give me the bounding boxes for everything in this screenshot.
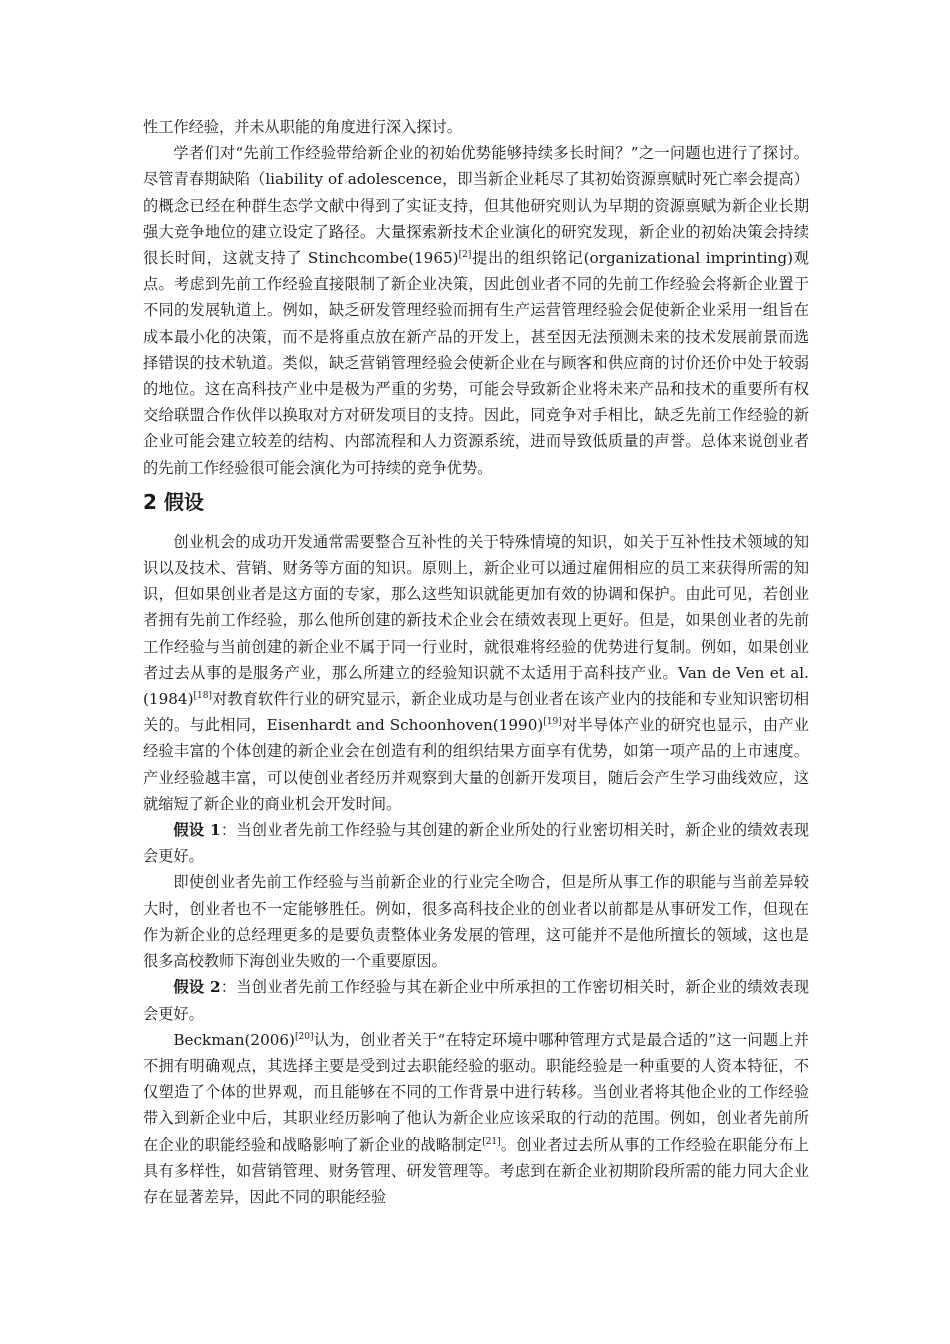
paragraph-text: Beckman(2006) (173, 1030, 295, 1049)
page-content (143, 114, 809, 1210)
paragraph-text: 创业机会的成功开发通常需要整合互补性的关于特殊情境的知识，如关于互补性技术领域的知识以及技术、营销、财务等方面的知识。原则上，新企业可以通过雇佣相应的员工来获得所需的知识，但如果创业者是这方面的专家，那么这些知识就能更加有效的协调和保护。由此可见，若创业者拥有先前工作经验，那么他所创建的新技术企业会在绩效表现上更好。但是，如果创业者的先前工作经验与当前创建的新企业不属于同一行业时，就很难将经验的优势进行复制。例如，如果创业者过去从事的是服务产业，那么所建立的经验知识就不太适用于高科技产业。Van de Ven et al.(1984) (143, 532, 809, 709)
hypothesis-label: 假设 2 (173, 978, 221, 997)
citation-ref: [20] (295, 1031, 314, 1042)
hypothesis-label: 假设 1 (173, 821, 221, 840)
paragraph-text: 即使创业者先前工作经验与当前新企业的行业完全吻合，但是所从事工作的职能与当前差异较大时，创业者也不一定能够胜任。例如，很多高科技企业的创业者以前都是从事研发工作，但现在作为新企业的总经理更多的是要负责整体业务发展的管理，这可能并不是他所擅长的领域，这也是很多高校教师下海创业失败的一个重要原因。 (143, 873, 809, 971)
paragraph-text: 学者们对“先前工作经验带给新企业的初始优势能够持续多长时间？”之一问题也进行了探讨。尽管青春期缺陷（liability of adolescence，即当新企业耗尽了其初始资源禀赋时死亡率会提高）的概念已经在种群生态学文献中得到了实证支持，但其他研究则认为早期的资源禀赋为新企业长期强大竞争地位的建立设定了路径。大量探索新技术企业演化的研究发现，新企业的初始决策会持续很长时间，这就支持了 Stinchcombe(1965) (143, 144, 809, 268)
citation-ref: [2] (458, 249, 472, 260)
section-heading: 2 假设 (143, 489, 204, 514)
citation-ref: [19] (543, 717, 562, 728)
paragraph-text: 认为，创业者关于“在特定环境中哪种管理方式是最合适的”这一问题上并不拥有明确观点，其选择主要是受到过去职能经验的驱动。职能经验是一种重要的人资本特征，不仅塑造了个体的世界观，而且能够在不同的工作背景中进行转移。当创业者将其他企业的工作经验带入到新企业中后，其职业经历影响了他认为新企业应该采取的行动的范围。例如，创业者先前所在企业的职能经验和战略影响了新企业的战略制定 (143, 1030, 809, 1154)
paragraph-text: 性工作经验，并未从职能的角度进行深入探讨。 (143, 118, 462, 136)
paragraph-p0 (143, 114, 809, 140)
intro-paragraphs (143, 114, 809, 481)
paragraph-p6 (143, 1027, 809, 1210)
paragraph-p4 (143, 869, 809, 974)
paragraph-p2 (143, 529, 809, 817)
paragraph-p5 (143, 974, 809, 1026)
paragraph-text: 对半导体产业的研究也显示，由产业经验丰富的个体创建的新企业会在创造有利的组织结果方面享有优势，如第一项产品的上市速度。产业经验越丰富，可以使创业者经历并观察到大量的创新开发项目，随后会产生学习曲线效应，这就缩短了新企业的商业机会开发时间。 (143, 716, 809, 813)
paragraph-text: ：当创业者先前工作经验与其创建的新企业所处的行业密切相关时，新企业的绩效表现会更好。 (143, 821, 810, 866)
paragraph-text: 对教育软件行业的研究显示，新企业成功是与创业者在该产业内的技能和专业知识密切相关的。与此相同，Eisenhardt and Schoonhoven(1990) (143, 690, 809, 735)
citation-ref: [18] (193, 691, 212, 701)
section-paragraphs (143, 529, 809, 1210)
paragraph-p3 (143, 817, 809, 869)
paragraph-text: 。创业者过去所从事的工作经验在职能分布上具有多样性，如营销管理、财务管理、研发管理等。考虑到在新企业初期阶段所需的能力同大企业存在显著差异，因此不同的职能经验 (143, 1135, 810, 1206)
paragraph-text: 提出的组织铭记(organizational imprinting)观点。考虑到先前工作经验直接限制了新企业决策，因此创业者不同的先前工作经验会将新企业置于不同的发展轨道上。例如，缺乏研发管理经验而拥有生产运营管理经验会促使新企业采用一组旨在成本最小化的决策，而不是将重点放在新产品的开发上，甚至因无法预测未来的技术发展前景而选择错误的技术轨道。类似，缺乏营销管理经验会使新企业在与顾客和供应商的讨价还价中处于较弱的地位。这在高科技产业中是极为严重的劣势，可能会导致新企业将未来产品和技术的重要所有权交给联盟合作伙伴以换取对方对研发项目的支持。因此，同竞争对手相比，缺乏先前工作经验的新企业可能会建立较差的结构、内部流程和人力资源系统，进而导致低质量的声誉。总体来说创业者的先前工作经验很可能会演化为可持续的竞争优势。 (143, 249, 809, 477)
paragraph-text: ：当创业者先前工作经验与其在新企业中所承担的工作密切相关时，新企业的绩效表现会更好。 (143, 978, 810, 1023)
citation-ref: [21] (482, 1136, 501, 1147)
paragraph-p1 (143, 140, 809, 481)
